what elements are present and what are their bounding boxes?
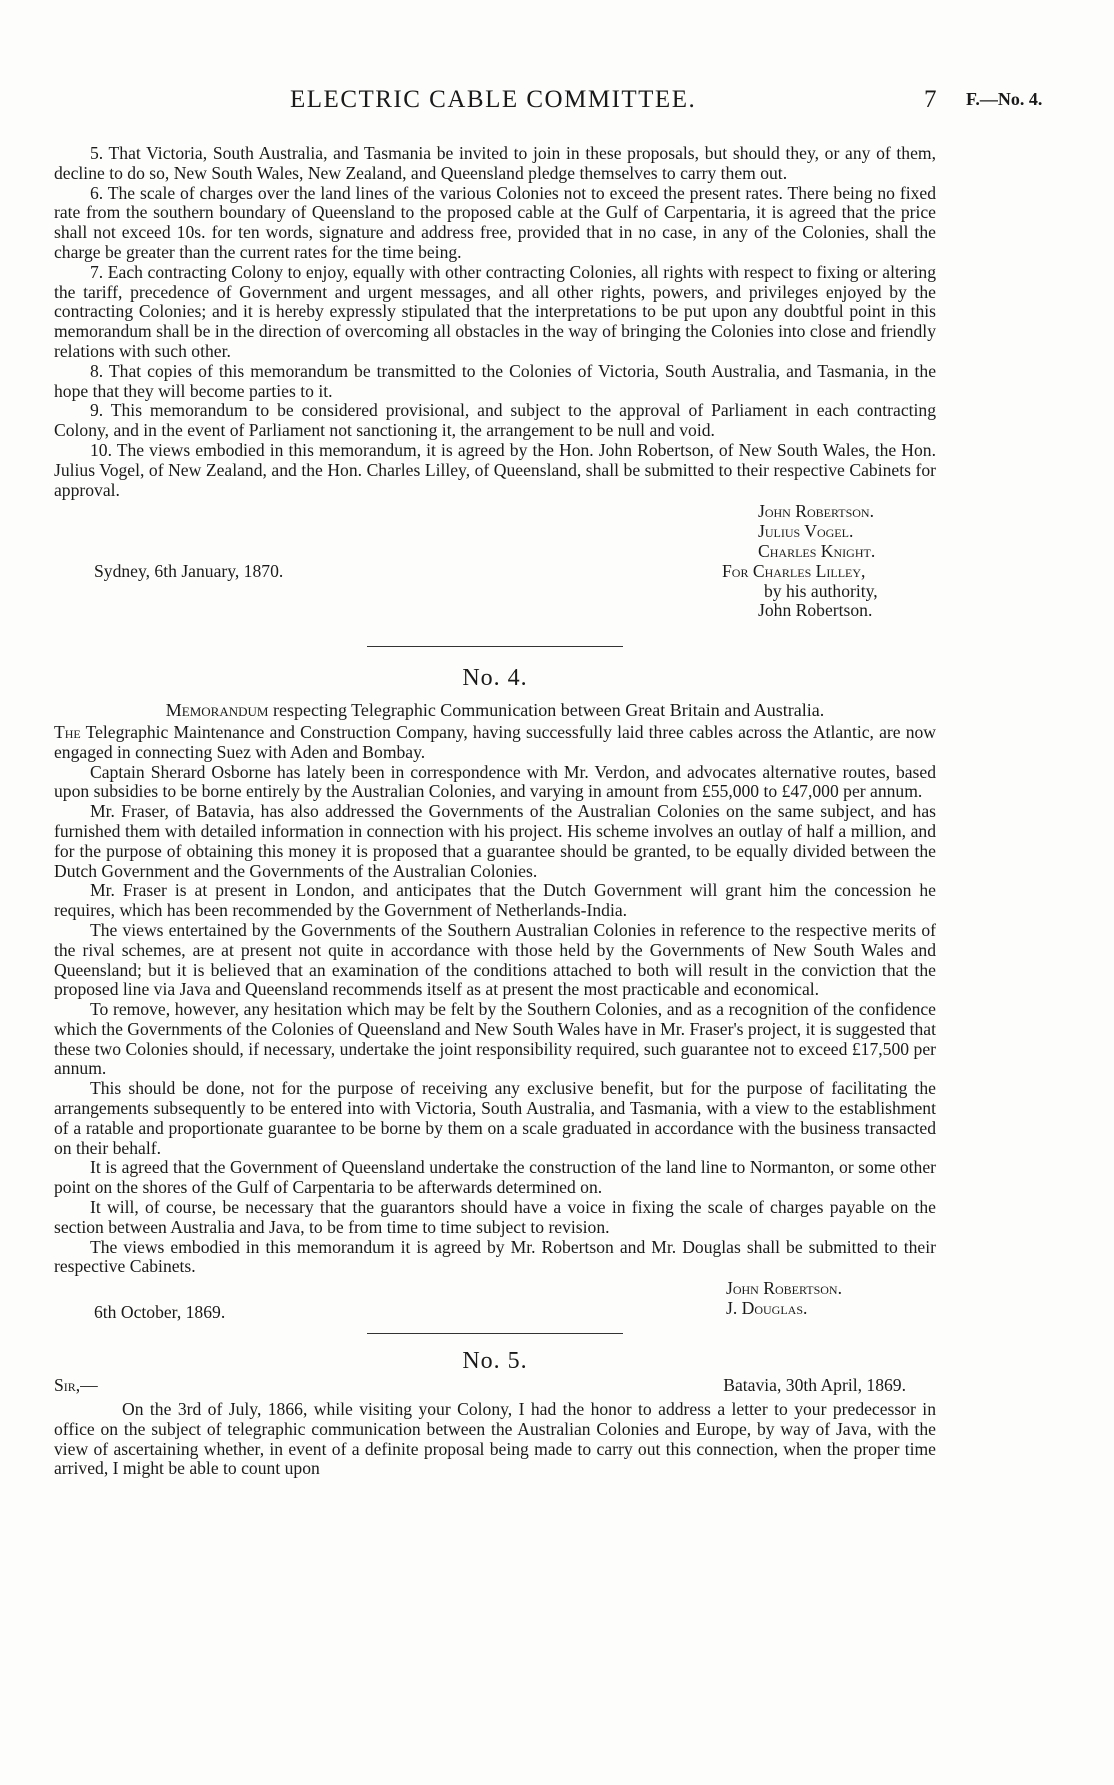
memo4-paragraph: Mr. Fraser is at present in London, and anticipates that the Dutch Government will grant him the concession he requires, which has been recommended by the Government of Netherlands-India. <box>54 880 936 921</box>
memorandum-title-rest: respecting Telegraphic Communication between Great Britain and Australia. <box>268 700 825 721</box>
place-date: Sydney, 6th January, 1870. <box>94 561 284 582</box>
memo4-first-rest: Telegraphic Maintenance and Construction Company, having successfully laid three cables across the Atlantic, are now engaged in connecting Suez with Aden and Bombay. <box>54 721 936 762</box>
clause-9: 9. This memorandum to be considered provisional, and subject to the approval of Parliament in each contracting Colony, and in the event of Parliament not sanctioning it, the arrangement to be null and void. <box>54 400 936 441</box>
signature-block-memo4 <box>54 1279 936 1327</box>
memo4-paragraph: It will, of course, be necessary that the guarantors should have a voice in fixing the scale of charges payable on the section between Australia and Java, to be from time to time subject to revision. <box>54 1197 936 1237</box>
signature-line: by his authority, <box>764 580 878 601</box>
memo4-paragraph: This should be done, not for the purpose of receiving any exclusive benefit, but for the purpose of facilitating the arrangements subsequently to be entered into with Victoria, South Australia, and Tasmania, with a view to the establishment of a ratable and proportionate guarantee to be borne by them on a scale graduated in accordance with the business transacted on their behalf. <box>54 1078 936 1158</box>
signature-line: John Robertson. <box>758 501 874 522</box>
memo4-paragraph: Captain Sherard Osborne has lately been in correspondence with Mr. Verdon, and advocates alternative routes, based upon subsidies to be borne entirely by the Australian Colonies, and varying in amount from £55,000 to £47,000 per annum. <box>54 761 936 802</box>
signature-line: John Robertson. <box>758 600 873 621</box>
paper-reference: F.—No. 4. <box>966 89 1043 109</box>
signature-line: John Robertson. <box>726 1278 842 1299</box>
letter-paragraph: On the 3rd of July, 1866, while visiting your Colony, I had the honor to address a letter to your predecessor in office on the subject of telegraphic communication between the Australian Colonies and Europe, by way of Java, with the view of ascertaining whether, in event of a definite proposal being made to carry out this connection, when the proper time arrived, I might be able to count upon <box>54 1399 936 1479</box>
section-divider <box>367 646 623 647</box>
signature-line: For Charles Lilley, <box>722 560 866 581</box>
signature-line: Charles Knight. <box>758 540 876 561</box>
memorandum-title-lead: Memorandum <box>165 700 269 721</box>
signature-line: J. Douglas. <box>726 1298 808 1319</box>
letter-place-date: Batavia, 30th April, 1869. <box>723 1375 906 1396</box>
page-number: 7 <box>924 86 937 113</box>
salutation: Sir,— <box>54 1375 98 1396</box>
memo4-date: 6th October, 1869. <box>94 1302 226 1323</box>
running-title: ELECTRIC CABLE COMMITTEE. <box>290 86 697 113</box>
section-divider <box>367 1333 623 1334</box>
clause-7: 7. Each contracting Colony to enjoy, equally with other contracting Colonies, all rights with respect to fixing or altering the tariff, precedence of Government and urgent messages, and all other rights, powers, and privileges enjoyed by the contracting Colonies; and it is hereby expressly stipulated that the interpretations to be put upon any doubtful point in this memorandum shall be in the direction of overcoming all obstacles in the way of bringing the Colonies into close and friendly relations with such other. <box>54 261 936 361</box>
page-body <box>54 144 936 1479</box>
memo4-paragraph: It is agreed that the Government of Queensland undertake the construction of the land line to Normanton, or some other point on the shores of the Gulf of Carpentaria to be afterwards determined on. <box>54 1157 936 1198</box>
memo4-paragraph: The views embodied in this memorandum it is agreed by Mr. Robertson and Mr. Douglas shall be submitted to their respective Cabinets. <box>54 1236 936 1277</box>
memo4-paragraph: To remove, however, any hesitation which may be felt by the Southern Colonies, and as a recognition of the confidence which the Governments of the Colonies of Queensland and New South Wales have in Mr. Fraser's project, it is suggested that these two Colonies should, if necessary, undertake the joint responsibility required, such guarantee not to exceed £17,500 per annum. <box>54 999 936 1079</box>
signatories <box>726 1279 842 1319</box>
document-heading-no4: No. 4. <box>462 665 528 692</box>
clause-5: 5. That Victoria, South Australia, and Tasmania be invited to join in these proposals, but should they, or any of them, decline to do so, New South Wales, New Zealand, and Queensland pledge themselves to carry them out. <box>54 143 936 183</box>
memo4-paragraph: The views entertained by the Governments of the Southern Australian Colonies in reference to the respective merits of the rival schemes, are at present not quite in accordance with those held by the Governments of New South Wales and Queensland; but it is believed that an examination of the conditions attached to both will result in the conviction that the proposed line via Java and Queensland recommends itself as at present the most practicable and economical. <box>54 919 936 1000</box>
signature-line: Julius Vogel. <box>758 521 854 542</box>
clause-6: 6. The scale of charges over the land lines of the various Colonies not to exceed the present rates. There being no fixed rate from the southern boundary of Queensland to the proposed cable at the Gulf of Carpentaria, it is agreed that the price shall not exceed 10s. for ten words, signature and address free, provided that in no case, in any of the Colonies, shall the charge be greater than the current rates for the time being. <box>54 182 936 262</box>
signature-block-memo3 <box>54 502 936 640</box>
memo4-paragraph: Mr. Fraser, of Batavia, has also addressed the Governments of the Australian Colonies on the same subject, and has furnished them with detailed information in connection with his project. His scheme involves an outlay of half a million, and for the purpose of obtaining this money it is proposed that a guarantee should be granted, to be equally divided between the Dutch Government and the Governments of the Australian Colonies. <box>54 801 936 881</box>
letter-header <box>54 1376 936 1400</box>
memorandum-title <box>54 701 936 721</box>
memo4-first-word: The <box>54 721 81 742</box>
clause-8: 8. That copies of this memorandum be transmitted to the Colonies of Victoria, South Australia, and Tasmania, in the hope that they will become parties to it. <box>54 360 936 401</box>
page-header <box>0 86 1114 116</box>
memo4-paragraph <box>54 723 936 763</box>
signatories <box>722 502 878 621</box>
document-heading-no5: No. 5. <box>462 1348 528 1375</box>
clause-10: 10. The views embodied in this memorandum, it is agreed by the Hon. John Robertson, of New South Wales, the Hon. Julius Vogel, of New Zealand, and the Hon. Charles Lilley, of Queensland, shall be submitted to their respective Cabinets for approval. <box>54 439 936 500</box>
